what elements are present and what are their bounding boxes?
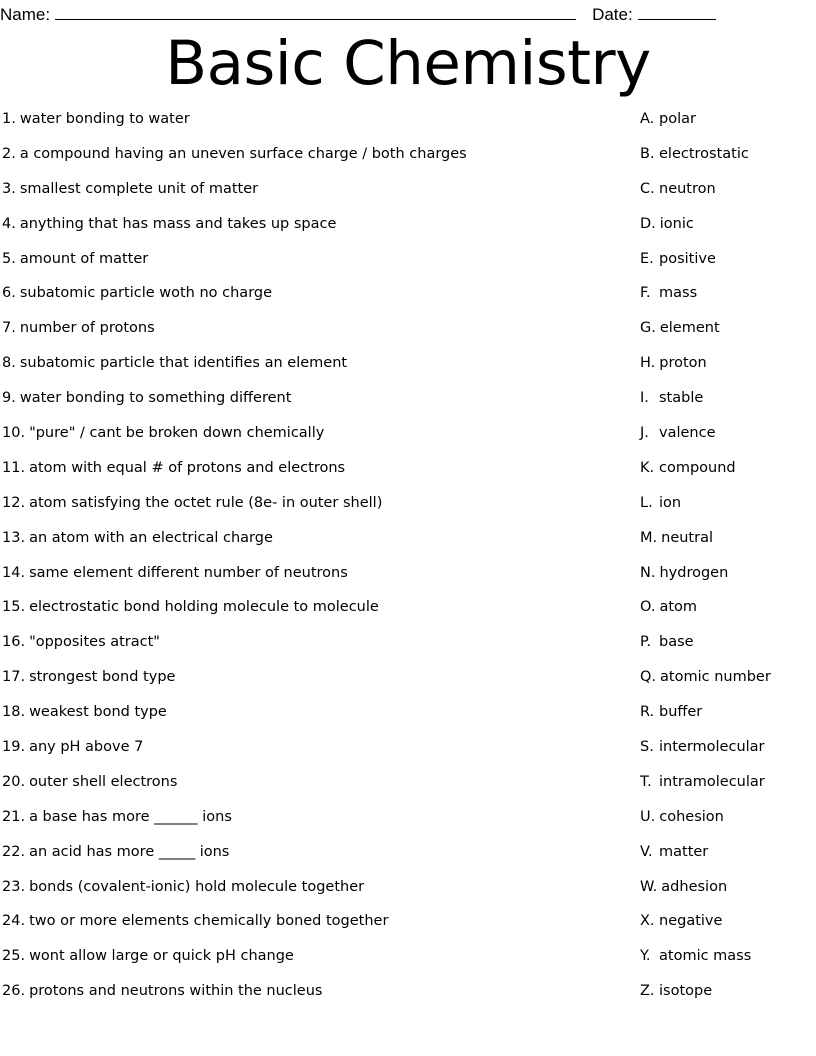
question-item[interactable]: [2, 912, 622, 947]
question-text: bonds (covalent-ionic) hold molecule together: [29, 878, 365, 895]
answer-text: atom: [659, 599, 698, 616]
answer-letter: E.: [640, 250, 654, 267]
answer-letter: Y.: [640, 948, 651, 965]
answer-letter: D.: [640, 215, 656, 232]
answer-text: buffer: [659, 704, 703, 721]
answer-letter: G.: [640, 320, 656, 337]
question-item[interactable]: [2, 215, 622, 250]
answer-letter: F.: [640, 285, 651, 302]
question-item[interactable]: [2, 843, 622, 878]
question-text: number of protons: [19, 320, 155, 337]
answer-choice[interactable]: [640, 215, 816, 250]
date-write-in-line[interactable]: [638, 4, 716, 20]
answer-letter: Q.: [640, 669, 657, 686]
answer-choice[interactable]: [640, 912, 816, 947]
answer-letter: I.: [640, 390, 649, 407]
question-text: water bonding to water: [19, 111, 190, 127]
question-number: 13.: [2, 529, 26, 546]
answer-text: ionic: [659, 215, 694, 232]
answer-text: intermolecular: [659, 739, 765, 756]
answer-choice[interactable]: [640, 459, 816, 494]
date-label: Date:: [592, 5, 633, 24]
question-number: 11.: [2, 459, 26, 476]
answer-choice[interactable]: [640, 145, 816, 180]
question-item[interactable]: [2, 319, 622, 354]
question-item[interactable]: [2, 598, 622, 633]
question-text: an acid has more _____ ions: [29, 843, 230, 860]
question-number: 3.: [2, 180, 16, 197]
answer-choice[interactable]: [640, 598, 816, 633]
question-item[interactable]: [2, 145, 622, 180]
answer-text: proton: [659, 355, 707, 372]
answer-letter: O.: [640, 599, 656, 616]
answer-text: isotope: [659, 983, 713, 1000]
answer-choice[interactable]: [640, 110, 816, 145]
answer-text: hydrogen: [659, 564, 729, 581]
answer-text: compound: [659, 459, 736, 476]
answer-choice[interactable]: [640, 564, 816, 599]
answer-letter: S.: [640, 739, 654, 756]
question-number: 21.: [2, 808, 26, 825]
question-text: amount of matter: [19, 250, 149, 267]
answer-letter: H.: [640, 355, 656, 372]
answers-column: [640, 110, 816, 1017]
answer-text: polar: [659, 111, 696, 127]
question-number: 4.: [2, 215, 16, 232]
answer-choice[interactable]: [640, 668, 816, 703]
answer-letter: K.: [640, 459, 655, 476]
question-number: 17.: [2, 669, 26, 686]
question-item[interactable]: [2, 250, 622, 285]
answer-choice[interactable]: [640, 808, 816, 843]
question-text: a base has more ______ ions: [29, 808, 232, 825]
question-item[interactable]: [2, 529, 622, 564]
question-text: a compound having an uneven surface charge / both charges: [19, 145, 467, 162]
question-number: 16.: [2, 634, 26, 651]
question-number: 20.: [2, 773, 26, 790]
question-text: subatomic particle that identifies an element: [19, 355, 348, 372]
question-number: 12.: [2, 494, 26, 511]
answer-letter: P.: [640, 634, 652, 651]
question-number: 6.: [2, 285, 16, 302]
answer-letter: R.: [640, 704, 655, 721]
answer-choice[interactable]: [640, 878, 816, 913]
question-text: water bonding to something different: [19, 390, 292, 407]
question-number: 26.: [2, 983, 26, 1000]
answer-text: electrostatic: [659, 145, 749, 162]
question-text: an atom with an electrical charge: [29, 529, 273, 546]
question-text: wont allow large or quick pH change: [29, 948, 294, 965]
answer-letter: L.: [640, 494, 653, 511]
question-text: smallest complete unit of matter: [19, 180, 259, 197]
answer-choice[interactable]: [640, 843, 816, 878]
answer-letter: B.: [640, 145, 655, 162]
answer-text: adhesion: [661, 878, 728, 895]
answer-text: base: [659, 634, 694, 651]
question-item[interactable]: [2, 459, 622, 494]
question-text: anything that has mass and takes up space: [19, 215, 337, 232]
question-number: 25.: [2, 948, 26, 965]
answer-text: ion: [659, 494, 682, 511]
answer-choice[interactable]: [640, 319, 816, 354]
answer-text: neutral: [661, 529, 713, 546]
answer-letter: A.: [640, 111, 655, 127]
question-number: 23.: [2, 878, 26, 895]
question-text: "opposites atract": [29, 634, 160, 651]
question-number: 22.: [2, 843, 26, 860]
answer-choice[interactable]: [640, 982, 816, 1017]
answer-choice[interactable]: [640, 180, 816, 215]
question-number: 1.: [2, 111, 16, 127]
answer-letter: N.: [640, 564, 656, 581]
question-text: subatomic particle woth no charge: [19, 285, 273, 302]
questions-column: [2, 110, 622, 1017]
question-item[interactable]: [2, 808, 622, 843]
answer-text: negative: [659, 913, 723, 930]
question-number: 15.: [2, 599, 26, 616]
question-item[interactable]: [2, 738, 622, 773]
name-label: Name:: [0, 5, 51, 24]
answer-choice[interactable]: [640, 703, 816, 738]
answer-letter: C.: [640, 180, 655, 197]
question-item[interactable]: [2, 703, 622, 738]
question-item[interactable]: [2, 878, 622, 913]
question-item[interactable]: [2, 389, 622, 424]
answer-text: cohesion: [659, 808, 724, 825]
question-number: 10.: [2, 425, 26, 442]
answer-letter: T.: [640, 773, 652, 790]
answer-choice[interactable]: [640, 529, 816, 564]
question-item[interactable]: [2, 494, 622, 529]
answer-choice[interactable]: [640, 494, 816, 529]
question-item[interactable]: [2, 354, 622, 389]
answer-choice[interactable]: [640, 947, 816, 982]
page-title: Basic Chemistry: [165, 28, 651, 99]
answer-letter: U.: [640, 808, 656, 825]
answer-text: atomic number: [660, 669, 771, 686]
answer-text: mass: [659, 285, 698, 302]
answer-text: neutron: [659, 180, 716, 197]
answer-letter: J.: [640, 425, 649, 442]
question-number: 7.: [2, 320, 16, 337]
question-number: 5.: [2, 250, 16, 267]
answer-letter: Z.: [640, 983, 655, 1000]
question-text: strongest bond type: [29, 669, 176, 686]
answer-text: element: [659, 320, 720, 337]
answer-text: atomic mass: [659, 948, 752, 965]
answer-text: matter: [659, 843, 709, 860]
answer-letter: X.: [640, 913, 655, 930]
name-write-in-line[interactable]: [55, 4, 576, 20]
question-item[interactable]: [2, 668, 622, 703]
question-text: weakest bond type: [29, 704, 167, 721]
question-number: 24.: [2, 913, 26, 930]
answer-choice[interactable]: [640, 773, 816, 808]
question-text: same element different number of neutrons: [29, 564, 348, 581]
question-number: 8.: [2, 355, 16, 372]
question-item[interactable]: [2, 947, 622, 982]
answer-text: positive: [659, 250, 716, 267]
question-text: two or more elements chemically boned together: [29, 913, 389, 930]
answer-text: intramolecular: [659, 773, 765, 790]
answer-choice[interactable]: [640, 633, 816, 668]
question-text: outer shell electrons: [29, 773, 178, 790]
question-number: 19.: [2, 739, 26, 756]
answer-choice[interactable]: [640, 250, 816, 285]
answer-choice[interactable]: [640, 389, 816, 424]
question-number: 14.: [2, 564, 26, 581]
question-item[interactable]: [2, 284, 622, 319]
question-text: atom satisfying the octet rule (8e- in outer shell): [29, 494, 383, 511]
question-item[interactable]: [2, 773, 622, 808]
question-text: electrostatic bond holding molecule to molecule: [29, 599, 379, 616]
answer-text: valence: [659, 425, 716, 442]
answer-letter: W.: [640, 878, 658, 895]
question-item[interactable]: [2, 110, 622, 145]
answer-choice[interactable]: [640, 738, 816, 773]
question-number: 2.: [2, 145, 16, 162]
answer-letter: M.: [640, 529, 658, 546]
question-item[interactable]: [2, 633, 622, 668]
worksheet-header: [0, 0, 816, 26]
answer-choice[interactable]: [640, 354, 816, 389]
question-text: protons and neutrons within the nucleus: [29, 983, 323, 1000]
answer-choice[interactable]: [640, 424, 816, 459]
question-text: "pure" / cant be broken down chemically: [29, 425, 325, 442]
question-text: atom with equal # of protons and electrons: [29, 459, 346, 476]
question-item[interactable]: [2, 424, 622, 459]
answer-letter: V.: [640, 843, 653, 860]
question-item[interactable]: [2, 564, 622, 599]
question-number: 18.: [2, 704, 26, 721]
question-text: any pH above 7: [29, 739, 144, 756]
answer-text: stable: [659, 390, 704, 407]
answer-choice[interactable]: [640, 284, 816, 319]
question-item[interactable]: [2, 180, 622, 215]
question-number: 9.: [2, 390, 16, 407]
question-item[interactable]: [2, 982, 622, 1017]
